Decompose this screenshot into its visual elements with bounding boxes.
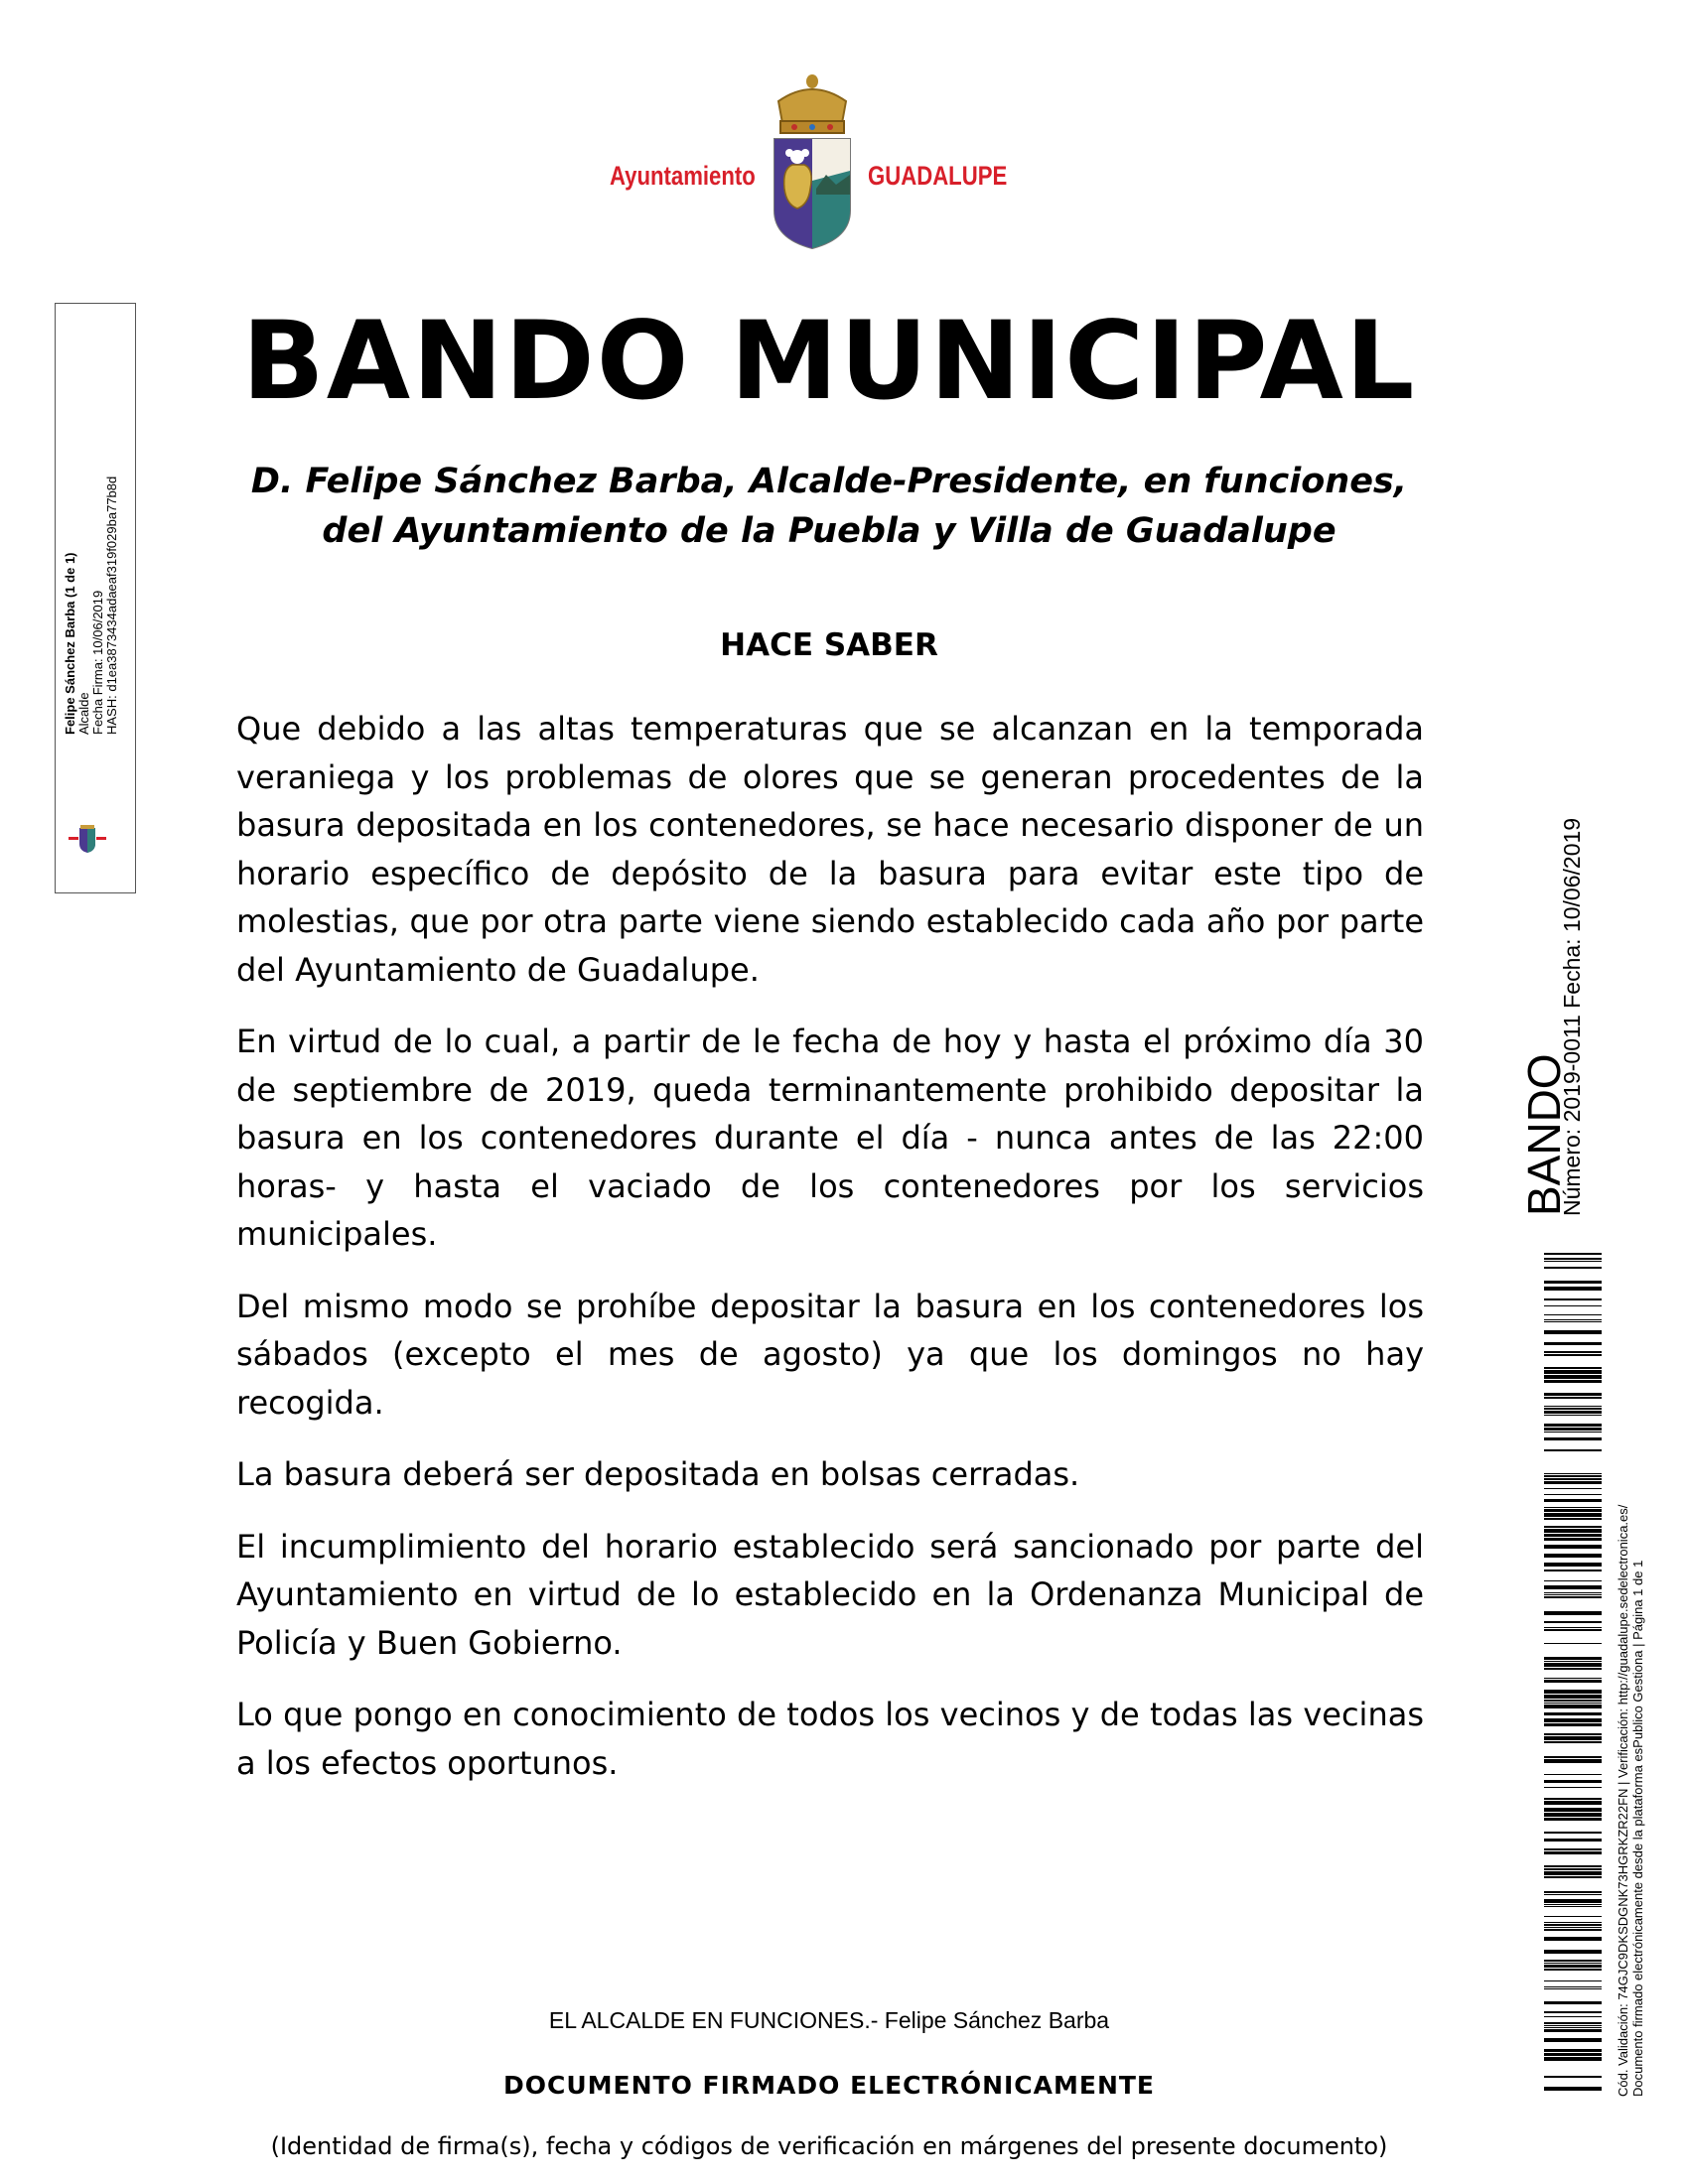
electronic-signature-note: DOCUMENTO FIRMADO ELECTRÓNICAMENTE xyxy=(502,2071,1156,2100)
paragraph: En virtud de lo cual, a partir de le fecha de hoy y hasta el próximo día 30 de septiembre de 2019, queda terminantemente prohibido depositar la basura en los contenedores durante el día - nunca antes de las 22:00 horas- y hasta el vaciado de los contenedores por los servicios municipales. xyxy=(236,1023,1424,1253)
small-coat-of-arms-icon xyxy=(66,824,109,854)
validation-text xyxy=(1616,1505,1645,2097)
verification-note: (Identidad de firma(s), fecha y códigos de verificación en márgenes del presente documento) xyxy=(270,2132,1388,2160)
signature-name: Felipe Sánchez Barba (1 de 1) xyxy=(63,552,77,735)
stamp-number-date: Número: 2019-0011 Fecha: 10/06/2019 xyxy=(1559,817,1585,1216)
paragraph: Lo que pongo en conocimiento de todos los vecinos y de todas las vecinas a los efectos oportunos. xyxy=(236,1696,1424,1782)
paragraph: Del mismo modo se prohíbe depositar la basura en los contenedores los sábados (excepto el mes de agosto) ya que los domingos no hay recogida. xyxy=(236,1287,1424,1422)
signature-hash: HASH: d1ea3873434adaeaf319f029ba77b8d xyxy=(104,476,119,735)
signature-date: Fecha Firma: 10/06/2019 xyxy=(90,590,105,735)
coat-of-arms-icon xyxy=(765,71,860,250)
validation-code: Cód. Validación: 74GJC9DKSDGNK73HGRKZR22FN | Verificación: http://guadalupe.sedelectronica.es/ xyxy=(1616,1504,1630,2097)
stamp-type: BANDO xyxy=(1518,1053,1570,1216)
barcode-icon xyxy=(1544,1253,1602,2097)
signature-details xyxy=(64,298,119,735)
hace-saber-heading: HACE SABER xyxy=(720,627,938,663)
signer-line: EL ALCALDE EN FUNCIONES.- Felipe Sánchez Barba xyxy=(548,2007,1110,2033)
logo-text-ayuntamiento: Ayuntamiento xyxy=(610,161,756,191)
paragraph: La basura deberá ser depositada en bolsas cerradas. xyxy=(236,1455,1080,1493)
issuer-subtitle: D. Felipe Sánchez Barba, Alcalde-Presidente, en funciones, del Ayuntamiento de la Puebla y Villa de Guadalupe xyxy=(250,462,1408,551)
document-body xyxy=(236,705,1424,1811)
page-title: BANDO MUNICIPAL xyxy=(241,298,1417,424)
paragraph: El incumplimiento del horario establecido será sancionado por parte del Ayuntamiento en virtud de lo establecido en la Ordenanza Municipal de Policía y Buen Gobierno. xyxy=(236,1527,1424,1662)
paragraph: Que debido a las altas temperaturas que se alcanzan en la temporada veraniega y los problemas de olores que se generan procedentes de la basura depositada en los contenedores, se hace necesario disponer de un horario específico de depósito de la basura para evitar este tipo de molestias, que por otra parte viene siendo establecido cada año por parte del Ayuntamiento de Guadalupe. xyxy=(236,710,1424,989)
platform-note: Documento firmado electrónicamente desde la plataforma esPublico Gestiona | Página 1 de 1 xyxy=(1630,1560,1645,2097)
municipal-logo xyxy=(0,69,1688,258)
logo-text-guadalupe: GUADALUPE xyxy=(868,161,1008,191)
signature-role: Alcalde xyxy=(76,692,91,735)
